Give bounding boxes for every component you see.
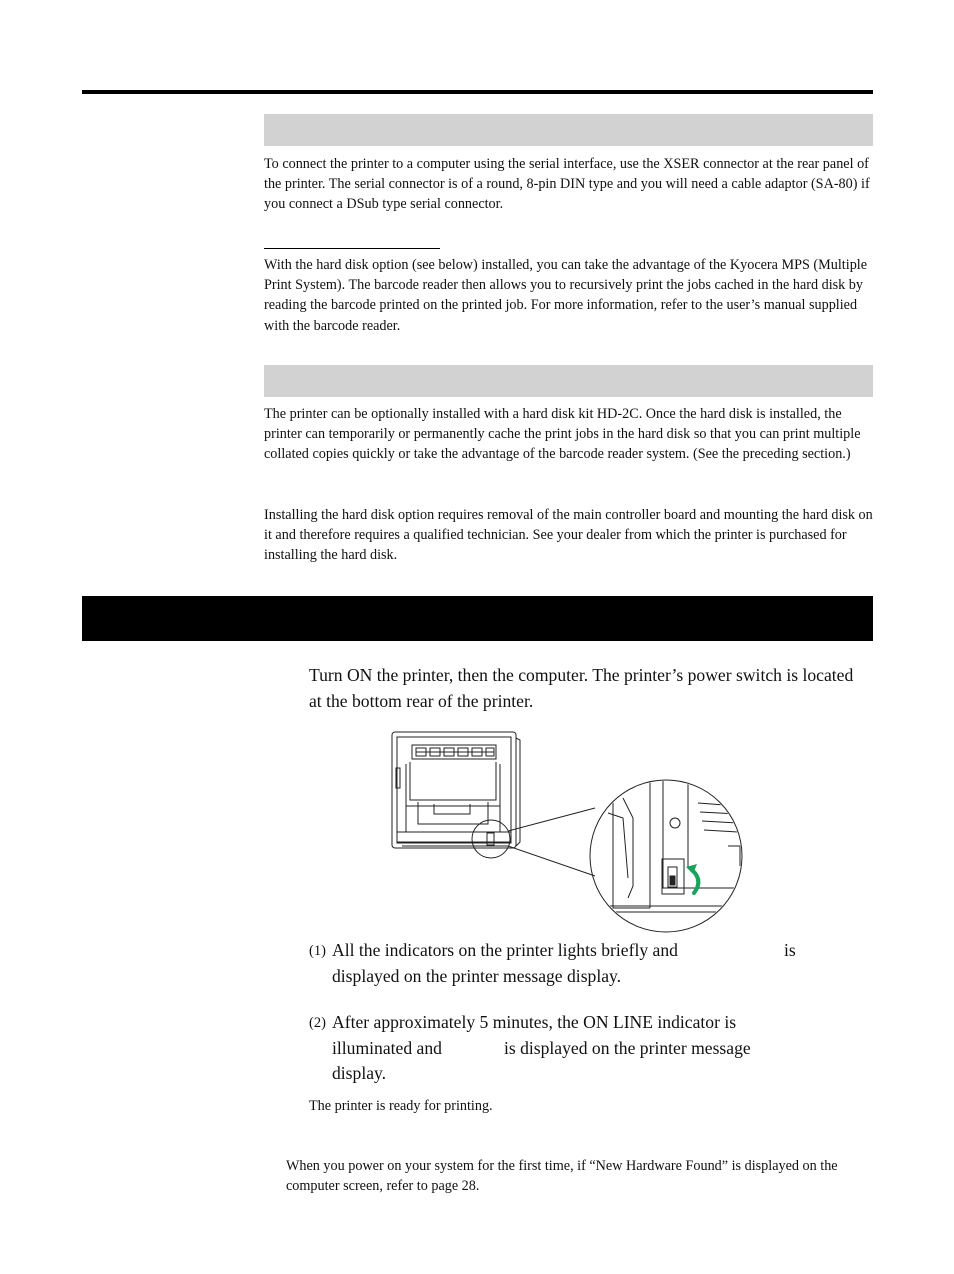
serial-text: To connect the printer to a computer using the serial interface, use the XSER connector at the rear panel of the printer. The serial connector is of a round, 8-pin DIN type and you will need a cable adaptor (SA-80) if you connect a DSub type serial connector.	[264, 156, 870, 213]
step-2-line-b: illuminated and	[332, 1037, 442, 1058]
power-on-intro-text: Turn ON the printer, then the computer. The printer’s power switch is located at the bottom rear of the printer.	[309, 665, 854, 711]
new-hardware-text: When you power on your system for the first time, if “New Hardware Found” is displayed on the computer screen, refer to page 28.	[286, 1158, 838, 1194]
serial-paragraph	[264, 154, 876, 215]
step-1-line-a: All the indicators on the printer lights briefly and	[332, 940, 678, 960]
harddisk-text-1: The printer can be optionally installed with a hard disk kit HD-2C. Once the hard disk is installed, the printer can temporarily or permanently cache the print jobs in the hard disk so that you can print multiple collated copies quickly or take the advantage of the barcode reader system. (See the preceding section.)	[264, 406, 861, 463]
barcode-heading-rule	[264, 248, 440, 249]
harddisk-paragraph-1	[264, 404, 876, 465]
printer-rear-illustration	[388, 728, 750, 938]
power-on-intro	[309, 663, 869, 714]
step-1-number: (1)	[309, 943, 326, 959]
step-2-text	[332, 1010, 869, 1087]
section-header-bar-serial	[264, 114, 873, 146]
step-1-line-c: displayed on the printer message display.	[332, 965, 622, 986]
harddisk-paragraph-2	[264, 505, 876, 566]
section-header-bar-harddisk	[264, 365, 873, 397]
step-2-number: (2)	[309, 1015, 326, 1031]
step-2-line-a: After approximately 5 minutes, the ON LINE indicator is	[332, 1012, 737, 1032]
ready-text: The printer is ready for printing.	[309, 1098, 493, 1114]
step-2-line-d: display.	[332, 1063, 387, 1083]
step-2	[309, 1010, 869, 1087]
ready-note	[309, 1096, 869, 1116]
step-1-line-b: is	[783, 940, 796, 960]
step-1-text	[332, 938, 869, 989]
barcode-paragraph	[264, 255, 876, 336]
top-rule	[82, 90, 873, 94]
section-header-bar-power	[82, 596, 873, 641]
harddisk-text-2: Installing the hard disk option requires removal of the main controller board and mounting the hard disk on it and therefore requires a qualified technician. See your dealer from which the printer is purchased for installing the hard disk.	[264, 507, 873, 564]
barcode-text: With the hard disk option (see below) installed, you can take the advantage of the Kyocera MPS (Multiple Print System). The barcode reader then allows you to recursively print the jobs cached in the hard disk by reading the barcode printed on the printed job. For more information, refer to the user’s manual supplied with the barcode reader.	[264, 257, 868, 334]
step-2-line-c: is displayed on the printer message	[503, 1037, 751, 1058]
step-1	[309, 938, 869, 989]
new-hardware-note	[286, 1156, 846, 1196]
